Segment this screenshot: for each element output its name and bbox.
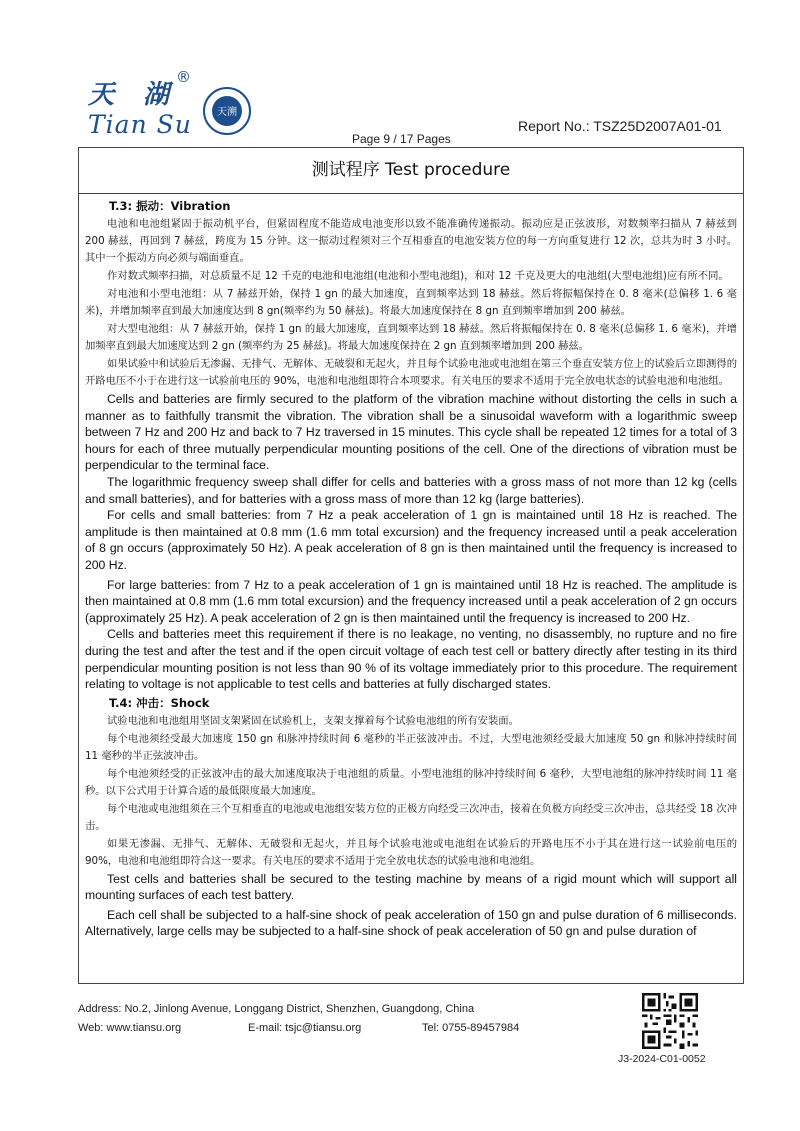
- procedure-content: [79, 194, 743, 940]
- paragraph-cn: 如果无渗漏、无排气、无解体、无破裂和无起火，并且每个试验电池或电池组在试验后的开路电压不小于其在进行这一试验前电压的 90%，电池和电池组即符合这一要求。有关电压的要求不适用于完全放电状态的试验电池和电池组。: [85, 837, 737, 867]
- paragraph-cn: 试验电池和电池组用坚固支架紧固在试验机上，支架支撑着每个试验电池组的所有安装面。: [107, 714, 519, 727]
- paragraph-en: Cells and batteries meet this requirement if there is no leakage, no venting, no disassembly, no rupture and no fire during the test and after the test and if the open circuit voltage of each test cell or battery directly after testing in its third perpendicular mounting position is not less than 90 % of its voltage immediately prior to this procedure. The requirement relating to voltage is not applicable to test cells and batteries at fully discharged states.: [85, 627, 737, 692]
- paragraph-cn: 每个电池或电池组须在三个互相垂直的电池或电池组安装方位的正极方向经受三次冲击，接着在负极方向经受三次冲击，总共经受 18 次冲击。: [85, 802, 737, 832]
- footer-website: Web: www.tiansu.org: [78, 1022, 182, 1034]
- paragraph-cn: 电池和电池组紧固于振动机平台，但紧固程度不能造成电池变形以致不能准确传递振动。振动应是正弦波形，对数频率扫描从 7 赫兹到 200 赫兹，再回到 7 赫兹，跨度为 15 分钟。这一振动过程须对三个互相垂直的电池安装方位的每一方向重复进行 12 次，总共为时 3 小时。其中一个振动方向必须与端面垂直。: [85, 218, 737, 264]
- company-logo: [88, 68, 288, 144]
- paragraph-en: For large batteries: from 7 Hz to a peak acceleration of 1 gn is maintained until 18 Hz is reached. The amplitude is then maintained at 0.8 mm (1.6 mm total excursion) and the frequency increased until a peak acceleration of 2 gn occurs (approximately 25 Hz). A peak acceleration of 2 gn is then maintained until the frequency is increased to 200 Hz.: [85, 577, 737, 625]
- section-heading-vibration: T.3: 振动：Vibration: [109, 199, 231, 213]
- footer-telephone: Tel: 0755-89457984: [422, 1022, 520, 1034]
- paragraph-en: The logarithmic frequency sweep shall differ for cells and batteries with a gross mass of not more than 12 kg (cells and small batteries), and for batteries with a gross mass of more than 12 kg (large batteries).: [85, 474, 737, 506]
- section-heading-shock: T.4: 冲击：Shock: [109, 695, 210, 710]
- registered-mark: ®: [176, 68, 191, 86]
- test-procedure-frame: [78, 147, 744, 984]
- paragraph-cn: 对电池和小型电池组：从 7 赫兹开始，保持 1 gn 的最大加速度，直到频率达到 18 赫兹。然后将振幅保持在 0. 8 毫米(总偏移 1. 6 毫米)，并增加频率直到最大加速度达到 8 gn(频率约为 50 赫兹)。将最大加速度保持在 8 gn 直到频率增加到 200 赫兹。: [85, 288, 737, 317]
- qr-code-icon: [642, 993, 698, 1049]
- report-number: Report No.: TSZ25D2007A01-01: [518, 118, 722, 134]
- page-indicator: Page 9 / 17 Pages: [352, 132, 451, 146]
- paragraph-cn: 如果试验中和试验后无渗漏、无排气、无解体、无破裂和无起火，并且每个试验电池或电池组在第三个垂直安装方位上的试验后立即测得的开路电压不小于在进行这一试验前电压的 90%，电池和电池组即符合本项要求。有关电压的要求不适用于完全放电状态的试验电池和电池组。: [85, 358, 737, 387]
- footer-address: Address: No.2, Jinlong Avenue, Longgang District, Shenzhen, Guangdong, China: [78, 1003, 475, 1015]
- paragraph-cn: 每个电池须经受的正弦波冲击的最大加速度取决于电池组的质量。小型电池组的脉冲持续时间 6 毫秒，大型电池组的脉冲持续时间 11 毫秒。以下公式用于计算合适的最低限度最大加速度。: [85, 767, 737, 797]
- logo-english-text: Tian Su: [88, 110, 192, 139]
- paragraph-en: Test cells and batteries shall be secured to the testing machine by means of a rigid mount which will support all mounting surfaces of each test battery.: [85, 871, 737, 903]
- footer-email: E-mail: tsjc@tiansu.org: [248, 1022, 362, 1034]
- company-seal-icon: [202, 86, 252, 136]
- paragraph-en: Cells and batteries are firmly secured to the platform of the vibration machine without distorting the cells in such a manner as to faithfully transmit the vibration. The vibration shall be a sinusoidal waveform with a logarithmic sweep between 7 Hz and 200 Hz and back to 7 Hz traversed in 15 minutes. This cycle shall be repeated 12 times for a total of 3 hours for each of three mutually perpendicular mounting positions of the cell. One of the directions of vibration must be perpendicular to the terminal face.: [85, 392, 737, 473]
- paragraph-cn: 每个电池须经受最大加速度 150 gn 和脉冲持续时间 6 毫秒的半正弦波冲击。不过，大型电池须经受最大加速度 50 gn 和脉冲持续时间 11 毫秒的半正弦波冲击。: [85, 732, 737, 762]
- paragraph-en: For cells and small batteries: from 7 Hz a peak acceleration of 1 gn is maintained until 18 Hz is reached. The amplitude is then maintained at 0.8 mm (1.6 mm total excursion) and the frequency increased until a peak acceleration of 8 gn occurs (approximately 50 Hz). A peak acceleration of 8 gn is then maintained until the frequency is increased to 200 Hz.: [85, 508, 737, 572]
- paragraph-cn: 作对数式频率扫描，对总质量不足 12 千克的电池和电池组(电池和小型电池组)，和对 12 千克及更大的电池组(大型电池组)应有所不同。: [107, 270, 729, 282]
- document-code: J3-2024-C01-0052: [618, 1053, 706, 1065]
- paragraph-en: Each cell shall be subjected to a half-sine shock of peak acceleration of 150 gn and pulse duration of 6 milliseconds. Alternatively, large cells may be subjected to a half-sine shock of peak acceleration of 50 gn and pulse duration of: [85, 907, 737, 939]
- logo-chinese-text: 天 湖: [88, 80, 180, 110]
- paragraph-cn: 对大型电池组：从 7 赫兹开始，保持 1 gn 的最大加速度，直到频率达到 18 赫兹。然后将振幅保持在 0. 8 毫米(总偏移 1. 6 毫米)，并增加频率直到最大加速度达到 2 gn (频率约为 25 赫兹)。将最大加速度保持在 2 gn 直到频率增加到 200 赫兹。: [85, 323, 737, 352]
- page-title: 测试程序 Test procedure: [79, 148, 743, 194]
- seal-text: 天溯: [217, 107, 237, 118]
